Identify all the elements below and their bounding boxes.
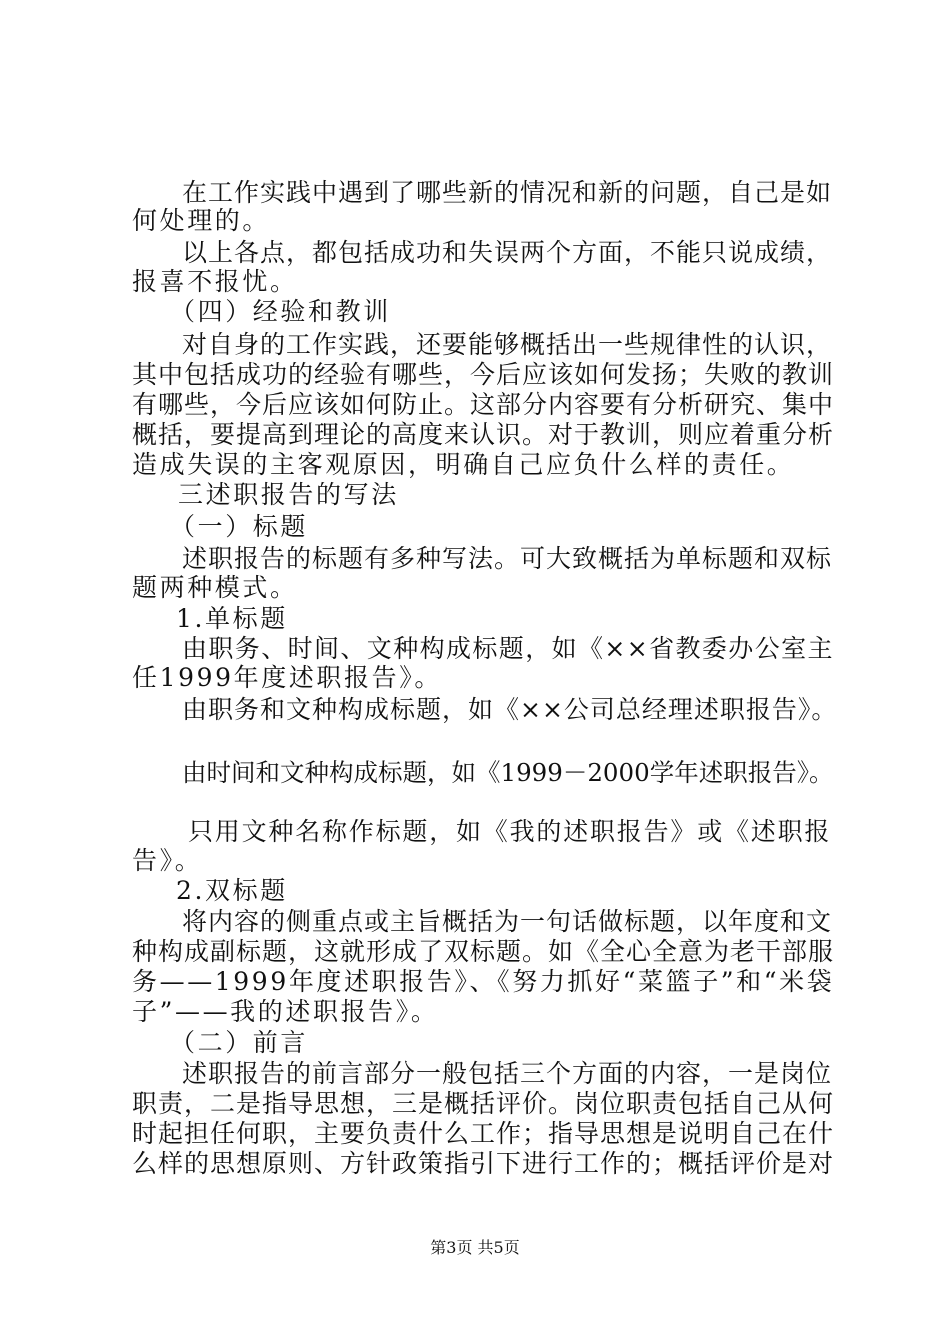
section-heading: 三述职报告的写法 (178, 480, 399, 509)
paragraph-line: 造成失误的主客观原因，明确自己应负什么样的责任。 (132, 450, 795, 479)
paragraph-line: 以上各点，都包括成功和失误两个方面，不能只说成绩， (182, 238, 833, 267)
paragraph-line: 时起担任何职，主要负责什么工作；指导思想是说明自己在什 (132, 1119, 835, 1148)
section-heading: （二）前言 (170, 1028, 309, 1057)
paragraph-line: 题两种模式。 (132, 573, 298, 602)
paragraph-line: 种构成副标题，这就形成了双标题。如《全心全意为老干部服 (132, 937, 835, 966)
paragraph-line: 将内容的侧重点或主旨概括为一句话做标题，以年度和文 (182, 907, 833, 936)
paragraph-line: 对自身的工作实践，还要能够概括出一些规律性的认识， (182, 330, 833, 359)
page-footer: 第3页 共5页 (430, 1238, 520, 1257)
paragraph-line: 何处理的。 (132, 206, 271, 235)
section-heading: 1.单标题 (176, 604, 288, 633)
paragraph-line: 务——1999年度述职报告》、《努力抓好“菜篮子”和“米袋 (132, 967, 835, 996)
paragraph-line: 述职报告的前言部分一般包括三个方面的内容，一是岗位 (182, 1059, 833, 1088)
paragraph-line: 告》。 (132, 846, 203, 875)
paragraph-line: 么样的思想原则、方针政策指引下进行工作的；概括评价是对 (132, 1149, 835, 1178)
paragraph-line: 由职务和文种构成标题，如《××公司总经理述职报告》。 (182, 695, 838, 724)
paragraph-line: 其中包括成功的经验有哪些，今后应该如何发扬；失败的教训 (132, 360, 835, 389)
section-heading: 2.双标题 (176, 876, 288, 905)
paragraph-line: 报喜不报忧。 (132, 267, 298, 296)
paragraph-line: 在工作实践中遇到了哪些新的情况和新的问题，自己是如 (182, 178, 833, 207)
paragraph-line: 有哪些，今后应该如何防止。这部分内容要有分析研究、集中 (132, 390, 835, 419)
paragraph-line: 由时间和文种构成标题，如《1999－2000学年述职报告》。 (182, 758, 834, 787)
section-heading: （四）经验和教训 (170, 297, 391, 326)
paragraph-line: 述职报告的标题有多种写法。可大致概括为单标题和双标 (182, 544, 833, 573)
paragraph-line: 职责，二是指导思想，三是概括评价。岗位职责包括自己从何 (132, 1089, 835, 1118)
paragraph-line: 概括，要提高到理论的高度来认识。对于教训，则应着重分析 (132, 420, 835, 449)
paragraph-line: 任1999年度述职报告》。 (132, 663, 442, 692)
paragraph-line: 只用文种名称作标题，如《我的述职报告》或《述职报 (188, 817, 832, 846)
paragraph-line: 子”——我的述职报告》。 (132, 997, 439, 1026)
paragraph-line: 由职务、时间、文种构成标题，如《××省教委办公室主 (182, 634, 834, 663)
section-heading: （一）标题 (170, 512, 309, 541)
